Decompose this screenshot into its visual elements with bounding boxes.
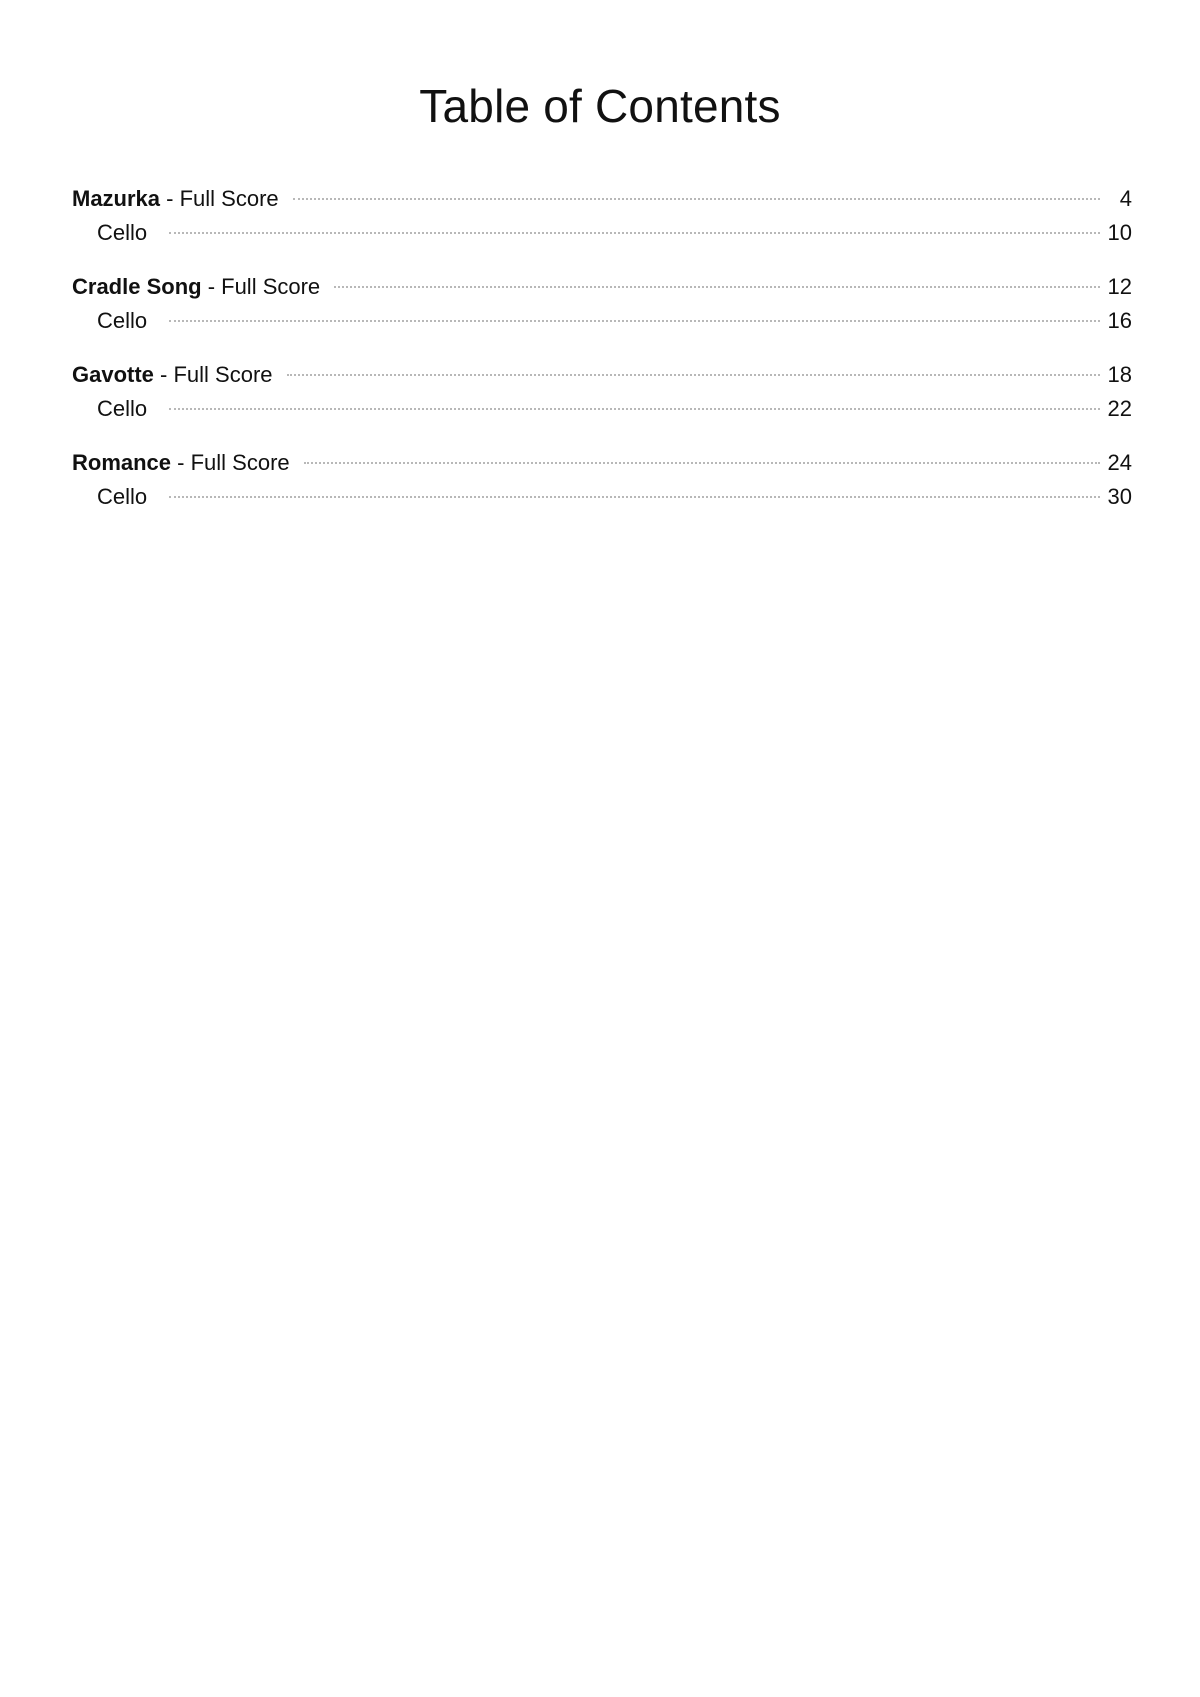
piece-name: Romance [72, 450, 172, 475]
page-number: 18 [1107, 362, 1132, 387]
page-number: 30 [1107, 484, 1132, 509]
toc-group-cradle-song [72, 270, 1132, 338]
page-number: 12 [1107, 274, 1132, 299]
toc-entry-mazurka-full-score[interactable] [72, 182, 1132, 216]
entry-suffix: - Full Score [171, 450, 290, 475]
part-name: Cello [97, 396, 148, 421]
part-name: Cello [97, 308, 148, 333]
toc-entry-gavotte-cello[interactable] [72, 392, 1132, 426]
entry-title [72, 182, 279, 216]
piece-name: Gavotte [72, 362, 154, 387]
entry-suffix: - Full Score [201, 274, 321, 299]
dot-leader [169, 408, 1099, 410]
entry-suffix: - Full Score [160, 186, 279, 211]
page-number: 16 [1107, 308, 1132, 333]
dot-leader [287, 374, 1100, 376]
toc-group-mazurka [72, 182, 1132, 250]
dot-leader [169, 232, 1099, 234]
page-title: Table of Contents [419, 80, 781, 132]
toc-entry-gavotte-full-score[interactable] [72, 358, 1132, 392]
entry-suffix: - Full Score [153, 362, 273, 387]
page-number: 24 [1107, 450, 1132, 475]
page-number: 22 [1107, 396, 1132, 421]
part-name: Cello [97, 220, 148, 245]
dot-leader [169, 496, 1099, 498]
piece-name: Cradle Song [72, 274, 202, 299]
toc-entry-cradle-song-cello[interactable] [72, 304, 1132, 338]
page-number: 10 [1107, 220, 1132, 245]
dot-leader [334, 286, 1099, 288]
toc-entry-mazurka-cello[interactable] [72, 216, 1132, 250]
toc-group-gavotte [72, 358, 1132, 426]
piece-name: Mazurka [72, 186, 161, 211]
entry-title [72, 270, 320, 304]
toc-entry-romance-cello[interactable] [72, 480, 1132, 514]
page-number: 4 [1119, 186, 1132, 211]
toc-group-romance [72, 446, 1132, 514]
dot-leader [293, 198, 1100, 200]
toc-entry-romance-full-score[interactable] [72, 446, 1132, 480]
part-name: Cello [97, 484, 148, 509]
toc-entry-cradle-song-full-score[interactable] [72, 270, 1132, 304]
table-of-contents [72, 182, 1132, 534]
dot-leader [169, 320, 1099, 322]
entry-title [72, 358, 273, 392]
dot-leader [304, 462, 1100, 464]
entry-title [72, 446, 290, 480]
